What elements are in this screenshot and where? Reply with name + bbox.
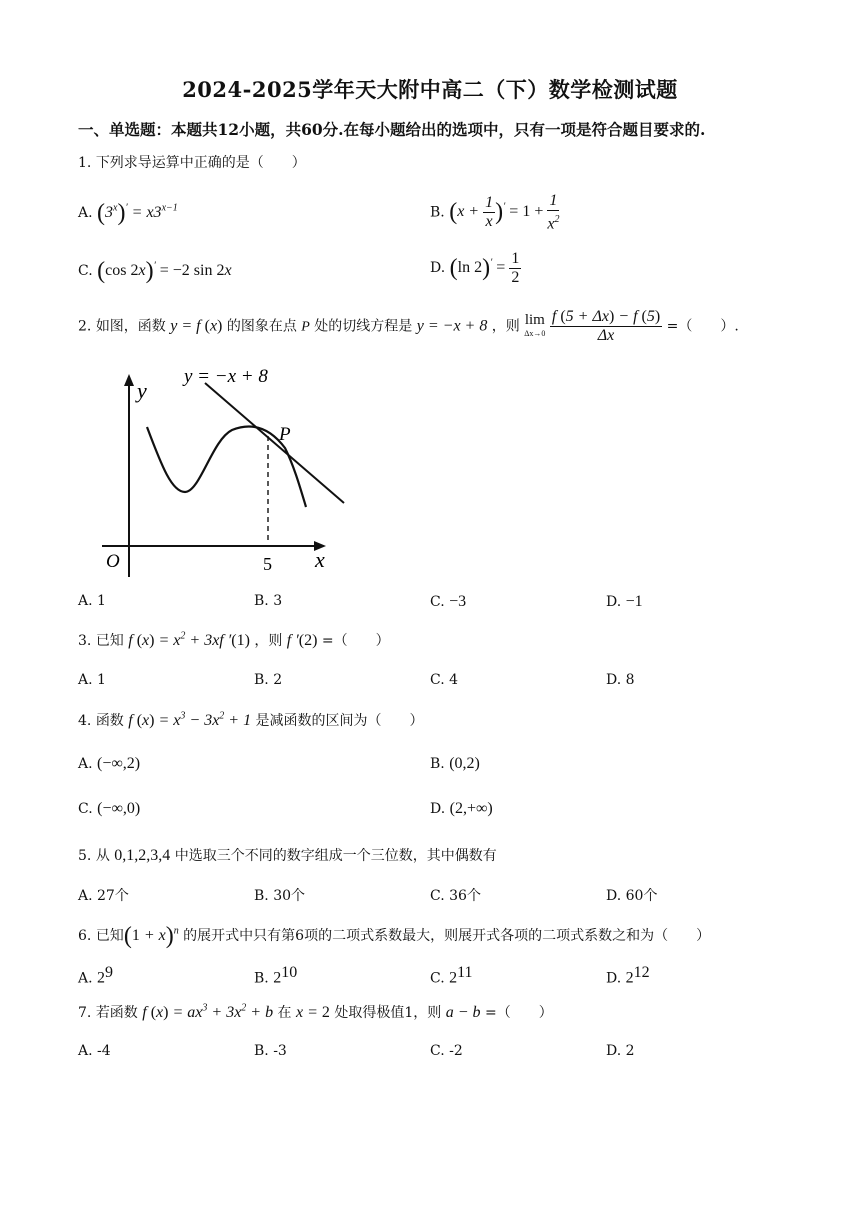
q7-option-d[interactable] <box>606 1043 635 1059</box>
q1-option-c[interactable] <box>78 258 232 285</box>
option-label: B. <box>254 970 269 987</box>
q5-option-b[interactable] <box>254 885 305 905</box>
y-axis-arrow <box>124 374 134 386</box>
option-label: D. <box>606 1043 622 1059</box>
option-exponent: 11 <box>457 964 473 981</box>
option-exponent: 9 <box>105 964 114 981</box>
question-number: 2. <box>78 318 92 335</box>
option-label: A. <box>78 888 93 904</box>
tick-label: 5 <box>263 554 272 574</box>
q7-option-b[interactable] <box>254 1043 287 1059</box>
question-text: 下列求导运算中正确的是（ ） <box>95 155 306 171</box>
option-label: B. <box>254 888 269 904</box>
question-3 <box>78 630 390 650</box>
option-label: C. <box>430 1043 445 1059</box>
option-label: A. <box>78 593 93 609</box>
option-exponent: 10 <box>281 964 298 981</box>
target-expression: a − b <box>445 1004 481 1021</box>
q5-option-a[interactable] <box>78 885 129 905</box>
question-text: 中选取三个不同的数字组成一个三位数，其中偶数有 <box>174 848 497 864</box>
question-text: ，则 <box>491 318 520 335</box>
q3-option-b[interactable] <box>254 672 282 688</box>
x-axis-label: x <box>315 547 325 572</box>
option-label: B. <box>254 672 269 688</box>
q1-option-b[interactable] <box>430 192 559 233</box>
q3-option-a[interactable] <box>78 672 106 688</box>
option-label: A. <box>78 756 93 772</box>
option-label: B. <box>254 1043 269 1059</box>
function-formula: f $(x) = x^2 + 3xf$ ′(1) <box>128 630 250 649</box>
question-text: ，则 <box>254 633 283 649</box>
q6-option-d[interactable] <box>606 964 650 988</box>
question-text: 函数 <box>95 713 124 729</box>
q2-option-c[interactable] <box>430 593 466 611</box>
question-text: 如图，函数 <box>95 318 166 335</box>
q7-option-a[interactable] <box>78 1043 111 1059</box>
option-label: A. <box>78 205 93 222</box>
option-formula: (x + $\frac{1}{x}$ )′ = 1 + $\frac{1}{x^2}$ <box>449 192 560 233</box>
option-formula: $(3^x)' = x3^{x-1}$ <box>97 200 178 226</box>
question-2 <box>78 308 739 345</box>
x-value: x = 2 <box>296 1004 330 1021</box>
question-text: 在 <box>277 1005 292 1021</box>
limit-fraction: $\frac{f (5 + \Delta x) - f (5)}{\Delta x}$ <box>551 308 661 344</box>
option-base: 2 <box>273 969 282 987</box>
q7-option-c[interactable] <box>430 1043 463 1059</box>
q2-option-d[interactable] <box>606 593 643 611</box>
question-text: 已知 <box>95 633 124 649</box>
question-text: 已知 <box>95 928 124 945</box>
option-label: A. <box>78 970 93 987</box>
option-value: 27个 <box>97 888 129 904</box>
question-7 <box>78 1002 553 1022</box>
question-number: 5. <box>78 848 92 864</box>
option-base: 2 <box>97 969 106 987</box>
page-title: 2024-2025学年天大附中高二（下）数学检测试题 <box>182 77 678 102</box>
option-base: 2 <box>449 969 458 987</box>
option-label: D. <box>606 672 622 688</box>
question-4 <box>78 710 424 730</box>
option-value: 1 <box>97 672 106 688</box>
option-value: -3 <box>273 1043 287 1059</box>
digit-set: 0,1,2,3,4 <box>114 847 171 864</box>
function-formula: f $(x) = x^3 - 3x^2 + 1$ <box>128 710 252 729</box>
option-label: C. <box>78 801 93 817</box>
option-label: A. <box>78 1043 93 1059</box>
option-value: 60个 <box>625 888 658 904</box>
question-number: 3. <box>78 633 92 649</box>
option-value: 4 <box>449 672 459 688</box>
question-text: 若函数 <box>95 1005 138 1021</box>
section-heading: 一、单选题：本题共12小题，共60分.在每小题给出的选项中，只有一项是符合题目要求的. <box>78 120 706 139</box>
q2-option-a[interactable] <box>78 593 106 609</box>
function-formula: f $(x) = ax^3 + 3x^2 + b$ <box>142 1002 274 1021</box>
option-value: 30个 <box>273 888 306 904</box>
q6-option-c[interactable] <box>430 964 473 988</box>
question-number: 4. <box>78 713 92 729</box>
option-value: 1 <box>97 593 106 609</box>
q3-option-d[interactable] <box>606 672 635 688</box>
q6-option-a[interactable] <box>78 964 113 988</box>
limit-symbol: lim Δx→0 <box>524 311 546 338</box>
question-text: 是减函数的区间为（ ） <box>255 713 424 729</box>
option-label: C. <box>430 672 445 688</box>
q1-option-d[interactable] <box>430 250 521 287</box>
option-value: 2 <box>273 672 283 688</box>
question-5 <box>78 845 497 865</box>
question-number: 6. <box>78 928 92 945</box>
y-axis-label: y <box>137 378 147 403</box>
option-value: 36个 <box>449 888 481 904</box>
question-text: 的图象在点 <box>226 318 297 335</box>
option-label: B. <box>254 593 269 609</box>
option-label: D. <box>606 970 622 987</box>
question-number: 7. <box>78 1005 92 1021</box>
option-formula: (ln 2)′ = $\frac{1}{2}$ <box>449 250 520 286</box>
option-label: D. <box>606 594 622 610</box>
question-text: 从 <box>95 848 110 864</box>
option-value: 3 <box>273 593 283 609</box>
q5-option-d[interactable] <box>606 885 657 905</box>
option-label: C. <box>430 888 445 904</box>
q2-option-b[interactable] <box>254 593 282 609</box>
tangent-label: y = −x + 8 <box>184 366 268 387</box>
option-value: (2,+∞) <box>449 800 493 817</box>
option-base: 2 <box>625 969 634 987</box>
option-label: D. <box>606 888 622 904</box>
option-value: −3 <box>449 593 467 610</box>
q1-option-a[interactable] <box>78 200 178 227</box>
option-label: D. <box>430 801 446 817</box>
q5-option-c[interactable] <box>430 885 481 905</box>
option-value: -4 <box>97 1043 111 1059</box>
option-label: C. <box>430 970 445 987</box>
tangent-formula: y = −x + 8 <box>416 317 488 335</box>
option-value: 8 <box>625 672 635 688</box>
option-value: (0,2) <box>449 755 480 772</box>
option-value: (−∞,2) <box>97 755 141 772</box>
binomial-formula: $(1 + x)^n$ <box>123 923 179 949</box>
option-label: B. <box>430 204 445 221</box>
option-label: B. <box>430 756 445 772</box>
question-6 <box>78 923 710 950</box>
option-exponent: 12 <box>633 964 650 981</box>
option-value: -2 <box>449 1043 463 1059</box>
function-formula: y = f (x) <box>170 317 223 335</box>
point-p-label: P <box>279 424 291 445</box>
question-text: 的展开式中只有第6项的二项式系数最大，则展开式各项的二项式系数之和为（ ） <box>183 928 711 945</box>
q4-option-c[interactable] <box>78 800 140 818</box>
option-formula: (cos 2x)′ = −2 sin 2x <box>97 258 232 284</box>
option-value: 2 <box>625 1043 635 1059</box>
option-value: −1 <box>625 593 643 610</box>
question-text: 处的切线方程是 <box>314 318 413 335</box>
question-1 <box>78 152 306 172</box>
point-label: P <box>301 319 310 335</box>
question-text: =（ ）. <box>666 318 739 335</box>
q4-option-a[interactable] <box>78 755 140 773</box>
question-number: 1. <box>78 155 92 171</box>
q6-option-b[interactable] <box>254 964 297 988</box>
tangent-line <box>205 383 344 503</box>
target-expression: f ′(2) <box>286 632 318 649</box>
question-text: =（ ） <box>321 633 390 649</box>
q4-option-b[interactable] <box>430 755 480 773</box>
question-text: 处取得极值1，则 <box>334 1005 442 1021</box>
option-label: C. <box>430 594 445 610</box>
origin-label: O <box>106 551 120 572</box>
q3-option-c[interactable] <box>430 672 458 688</box>
function-graph <box>82 362 352 584</box>
option-label: C. <box>78 263 93 280</box>
option-label: D. <box>430 260 446 277</box>
q4-option-d[interactable] <box>430 800 493 818</box>
option-value: (−∞,0) <box>97 800 141 817</box>
question-text: =（ ） <box>484 1005 553 1021</box>
option-label: A. <box>78 672 93 688</box>
